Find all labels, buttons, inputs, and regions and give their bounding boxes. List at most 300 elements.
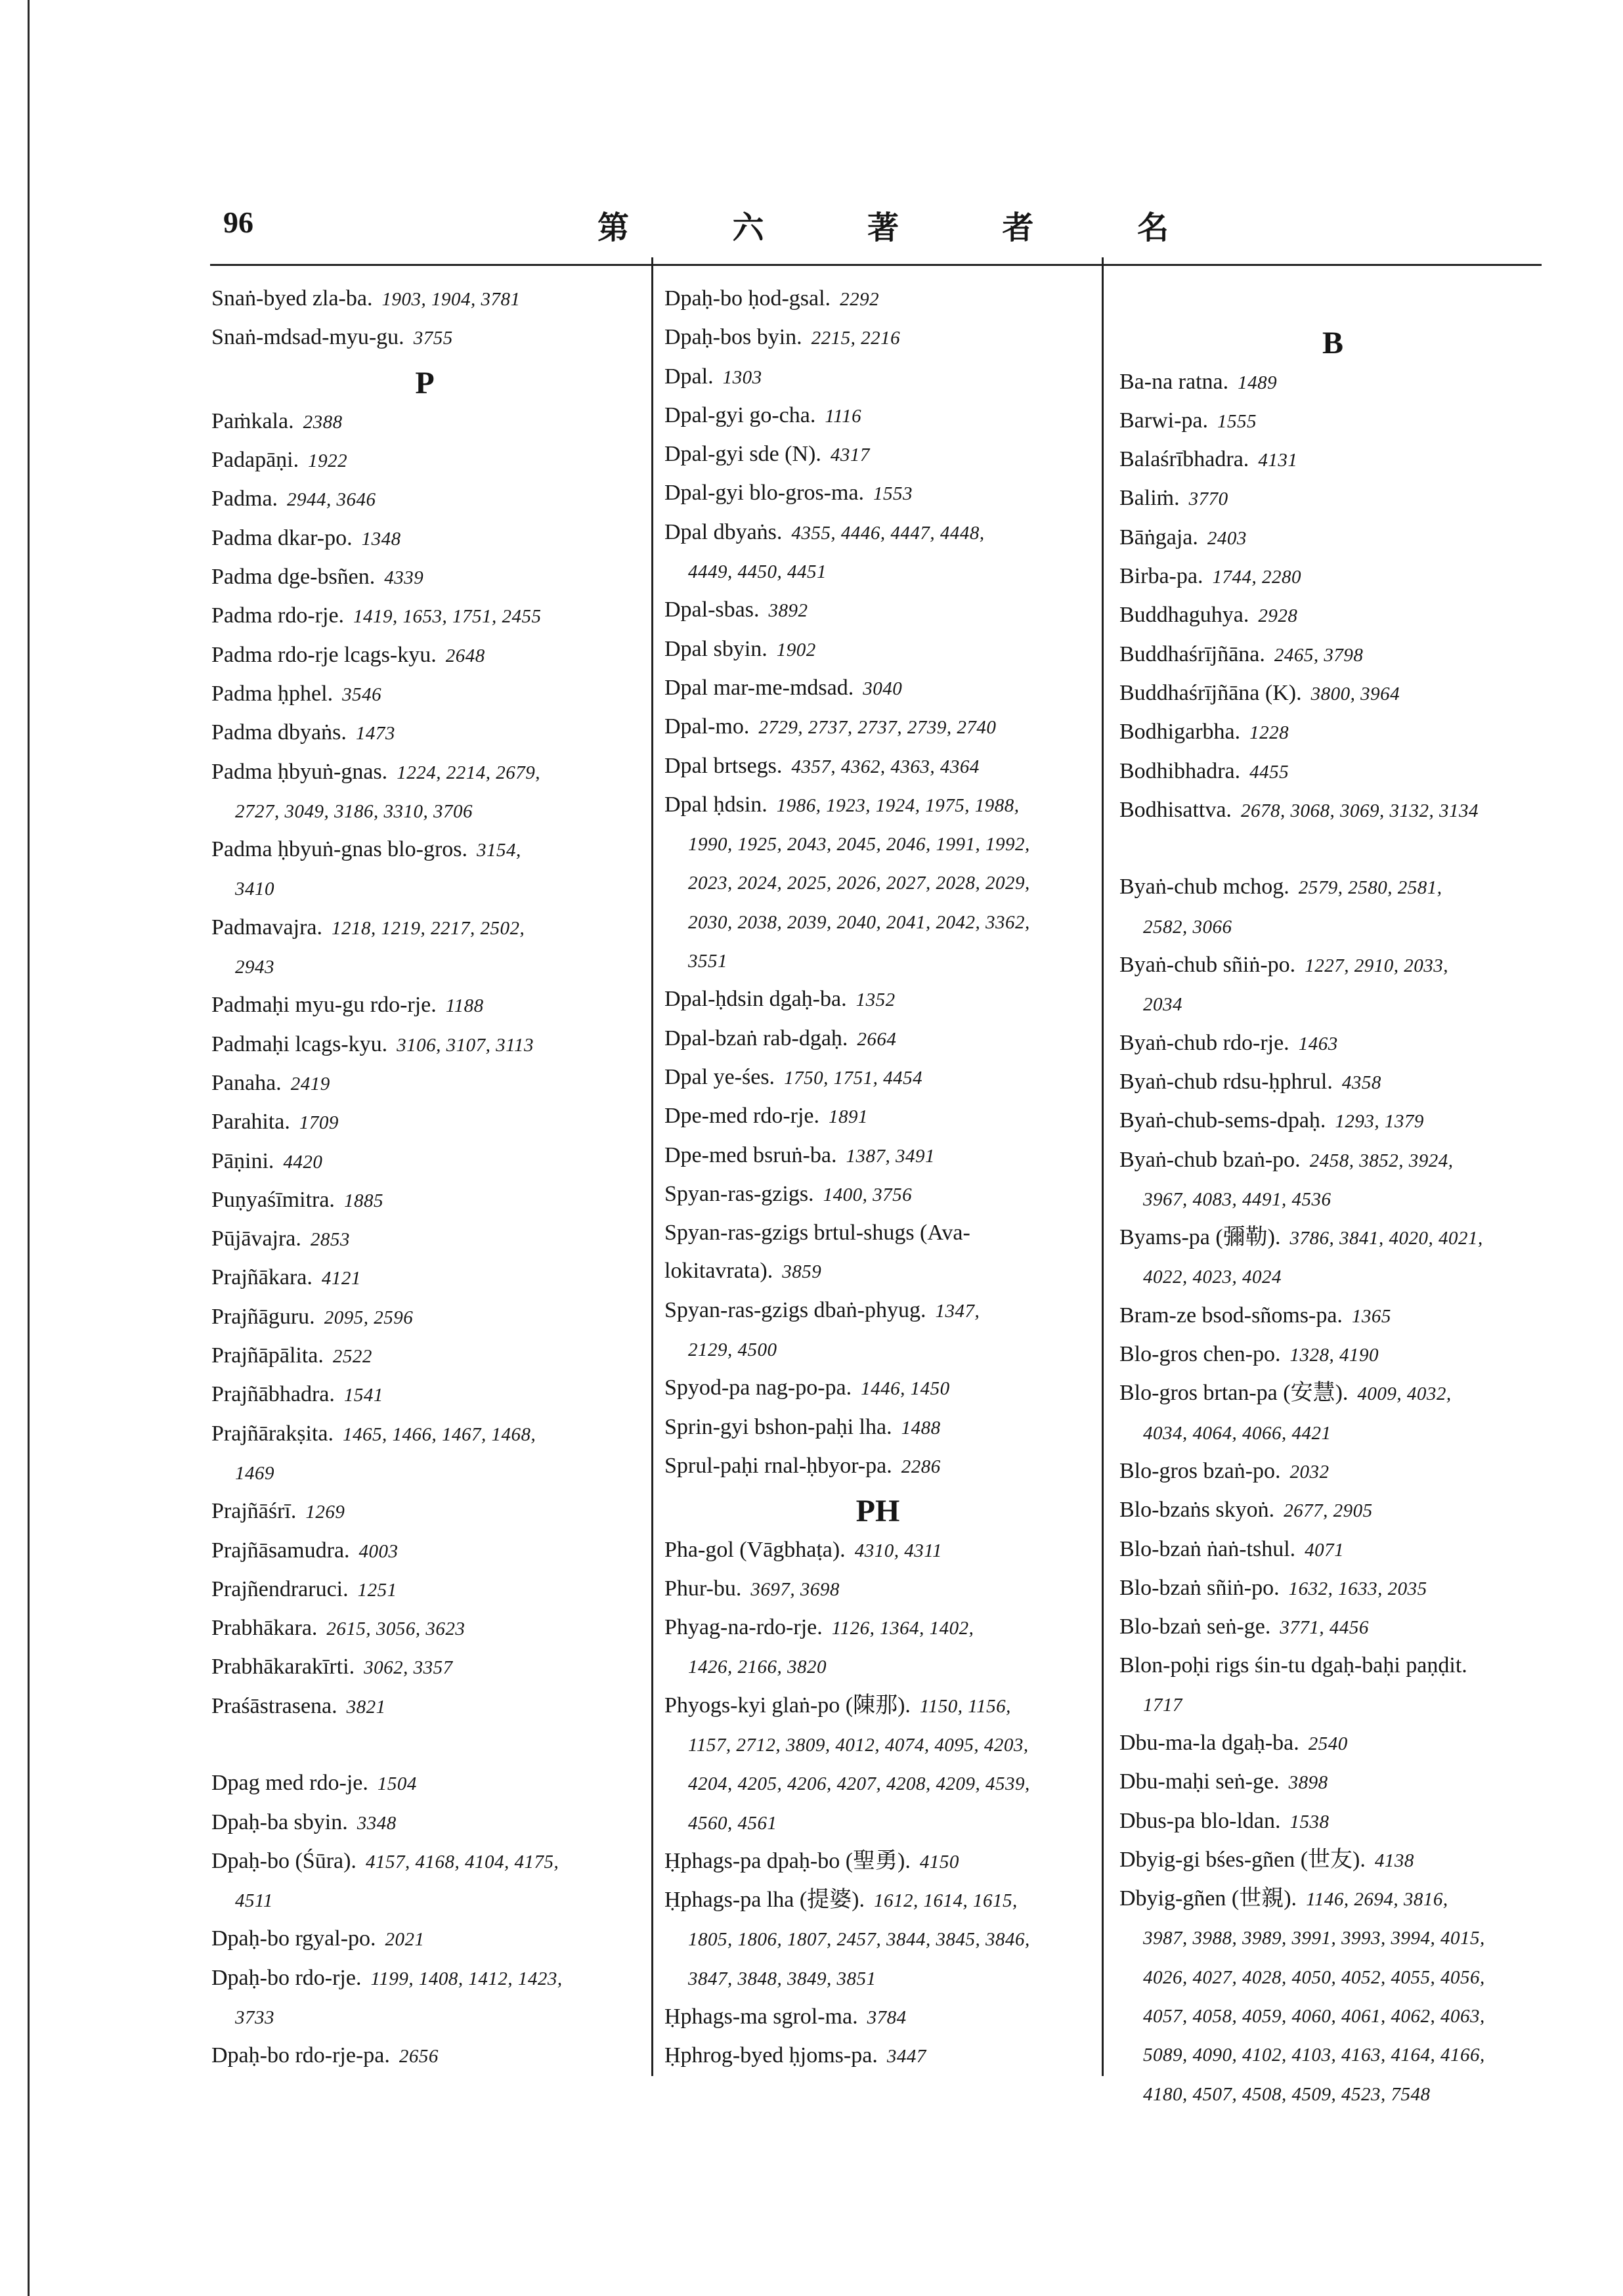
entry-numbers: 4157, 4168, 4104, 4175, (365, 1851, 559, 1873)
index-entry (664, 747, 1091, 786)
page-number: 96 (223, 206, 253, 239)
entry-numbers: 1903, 1904, 3781 (381, 289, 521, 310)
entry-numbers: 4138 (1374, 1850, 1414, 1871)
entry-numbers: 1227, 2910, 2033, (1305, 955, 1448, 977)
index-entry (1119, 1374, 1546, 1413)
entry-name: Dpal dbyaṅs. (664, 519, 783, 544)
index-entry (1119, 636, 1546, 674)
entry-name: Dpal. (664, 364, 714, 389)
entry-name: Byaṅ-chub rdsu-ḥphrul. (1119, 1069, 1333, 1094)
index-entry (211, 402, 638, 441)
entry-numbers: 2388 (303, 411, 343, 433)
entry-numbers: 2664 (857, 1028, 897, 1050)
index-entry (211, 1492, 638, 1531)
entry-numbers: 1538 (1289, 1811, 1330, 1832)
entry-name: Padma dbyaṅs. (211, 720, 347, 745)
entry-continuation (664, 863, 1091, 902)
entry-name: Dbus-pa blo-ldan. (1119, 1808, 1281, 1833)
index-entry (211, 1026, 638, 1064)
entry-name: Bodhisattva. (1119, 797, 1232, 822)
entry-numbers: 1744, 2280 (1212, 567, 1301, 588)
entry-numbers: 3106, 3107, 3113 (397, 1034, 534, 1056)
entry-numbers: 3062, 3357 (364, 1657, 453, 1679)
entry-numbers: 4121 (321, 1268, 361, 1289)
entry-numbers: 2678, 3068, 3069, 3132, 3134 (1240, 800, 1479, 821)
entry-name: Dpaḥ-bo rdo-rje-pa. (211, 2043, 390, 2068)
entry-continuation (211, 1454, 638, 1492)
entry-numbers: 1400, 3756 (823, 1184, 913, 1205)
index-entry (664, 630, 1091, 669)
entry-numbers: 4310, 4311 (854, 1540, 943, 1561)
index-entry (211, 714, 638, 752)
entry-continuation (664, 552, 1091, 591)
entry-name: Blon-poḥi rigs śin-tu dgaḥ-baḥi paṇḍit. (1119, 1653, 1467, 1678)
index-entry (1119, 1569, 1546, 1608)
entry-numbers: 2021 (385, 1929, 425, 1951)
entry-name: Snaṅ-byed zla-ba. (211, 286, 373, 311)
entry-numbers: 2656 (399, 2046, 439, 2068)
entry-name: Parahita. (211, 1110, 290, 1135)
entry-name: Dpaḥ-bo (Śūra). (211, 1848, 357, 1873)
entry-numbers: 3987, 3988, 3989, 3991, 3993, 3994, 4015, (1143, 1928, 1485, 1949)
entry-numbers: 2944, 3646 (287, 489, 376, 511)
index-entry (1119, 1141, 1546, 1180)
entry-name: Dpal sbyin. (664, 636, 768, 661)
entry-continuation (1119, 1180, 1546, 1219)
entry-numbers: 4420 (283, 1151, 323, 1173)
entry-numbers: 1426, 2166, 3820 (688, 1657, 827, 1678)
entry-numbers: 1446, 1450 (861, 1378, 950, 1400)
entry-name: Dpal-gyi blo-gros-ma. (664, 481, 865, 506)
entry-name: Byaṅ-chub-sems-dpaḥ. (1119, 1108, 1326, 1133)
entry-numbers: 1986, 1923, 1924, 1975, 1988, (776, 794, 1020, 816)
entry-numbers: 1922 (308, 450, 348, 472)
entry-numbers: 1218, 1219, 2217, 2502, (332, 917, 525, 939)
entry-numbers: 1146, 2694, 3816, (1306, 1889, 1448, 1911)
entry-name: Byaṅ-chub mchog. (1119, 875, 1289, 899)
entry-numbers: 4339 (384, 567, 424, 589)
entry-name: Byams-pa (彌勒). (1119, 1225, 1281, 1250)
index-entry (211, 636, 638, 675)
entry-numbers: 3800, 3964 (1310, 683, 1400, 704)
entry-numbers: 2403 (1207, 527, 1247, 549)
entry-numbers: 3967, 4083, 4491, 4536 (1143, 1188, 1331, 1210)
entry-name: Byaṅ-chub bzaṅ-po. (1119, 1147, 1301, 1172)
entry-numbers: 2540 (1308, 1733, 1348, 1754)
entry-numbers: 1488 (901, 1417, 941, 1439)
title-char: 者 (1002, 209, 1034, 246)
entry-numbers: 3040 (863, 678, 903, 699)
index-entry (1119, 1335, 1546, 1374)
entry-numbers: 3847, 3848, 3849, 3851 (688, 1968, 876, 1989)
index-entry (664, 318, 1091, 357)
entry-numbers: 4357, 4362, 4363, 4364 (791, 756, 980, 777)
index-entry (211, 1298, 638, 1337)
index-entry (1119, 557, 1546, 596)
entry-numbers: 1717 (1143, 1694, 1182, 1716)
entry-continuation (664, 1804, 1091, 1842)
entry-numbers: 1269 (305, 1502, 345, 1523)
index-entry (664, 708, 1091, 747)
entry-name: Buddhaśrījñāna. (1119, 641, 1265, 666)
index-entry (211, 909, 638, 947)
entry-name: Bram-ze bsod-sñoms-pa. (1119, 1303, 1343, 1328)
entry-name: Prabhākara. (211, 1616, 318, 1641)
entry-name: Sprin-gyi bshon-paḥi lha. (664, 1414, 892, 1439)
entry-numbers: 2677, 2905 (1284, 1500, 1373, 1522)
entry-numbers: 1352 (855, 989, 896, 1011)
index-entry (1119, 479, 1546, 518)
entry-name: Blo-bzaṅ sñiṅ-po. (1119, 1575, 1280, 1600)
index-entry (1119, 1880, 1546, 1918)
entry-name: Byaṅ-chub sñiṅ-po. (1119, 953, 1296, 978)
entry-numbers: 1365 (1351, 1305, 1391, 1327)
entry-name: Padma ḥbyuṅ-gnas. (211, 759, 388, 784)
index-entry (211, 597, 638, 636)
entry-numbers: 1224, 2214, 2679, (397, 762, 540, 783)
entry-name: Dbu-maḥi seṅ-ge. (1119, 1769, 1280, 1794)
entry-numbers: 2853 (310, 1229, 350, 1251)
section-heading: B (1322, 326, 1343, 361)
entry-name: Ba-na ratna. (1119, 369, 1229, 394)
entry-name: Praśāstrasena. (211, 1693, 337, 1718)
entry-continuation (1119, 985, 1546, 1024)
entry-numbers: 4180, 4507, 4508, 4509, 4523, 7548 (1143, 2083, 1431, 2105)
index-entry (1119, 946, 1546, 985)
entry-name: Dpal-sbas. (664, 597, 760, 622)
entry-name: Padma ḥphel. (211, 681, 334, 706)
index-entry (1119, 674, 1546, 713)
entry-name: Blo-gros chen-po. (1119, 1342, 1281, 1367)
entry-name: Dpal-gyi go-cha. (664, 402, 816, 427)
index-entry (1119, 752, 1546, 791)
entry-name: Blo-bzaṅ seṅ-ge. (1119, 1614, 1271, 1639)
index-entry (664, 513, 1091, 552)
entry-continuation (664, 1959, 1091, 1998)
entry-name: Padma dge-bsñen. (211, 565, 376, 590)
index-entry (664, 280, 1091, 318)
entry-numbers: 3770 (1188, 488, 1228, 510)
entry-numbers: 2582, 3066 (1143, 916, 1232, 938)
entry-numbers: 1126, 1364, 1402, (831, 1618, 974, 1639)
entry-name: Dpal ḥdsin. (664, 792, 768, 817)
header-rule (210, 264, 1542, 266)
entry-name: Spyan-ras-gzigs. (664, 1181, 814, 1206)
entry-name: Padma rdo-rje. (211, 603, 345, 628)
entry-name: Dbu-ma-la dgaḥ-ba. (1119, 1730, 1299, 1755)
entry-name: Byaṅ-chub rdo-rje. (1119, 1030, 1289, 1055)
entry-numbers: 2928 (1258, 605, 1298, 627)
entry-numbers: 3892 (768, 600, 808, 622)
index-entry (1119, 1452, 1546, 1491)
entry-name: Padmaḥi lcags-kyu. (211, 1031, 388, 1056)
entry-numbers: 1116 (825, 405, 862, 427)
entry-numbers: 1805, 1806, 1807, 2457, 3844, 3845, 3846, (688, 1929, 1030, 1951)
entry-name: Dpaḥ-ba sbyin. (211, 1809, 348, 1834)
entry-continuation (211, 792, 638, 831)
entry-numbers: 3821 (346, 1696, 386, 1718)
entry-numbers: 2729, 2737, 2737, 2739, 2740 (758, 717, 997, 739)
entry-numbers: 4317 (830, 444, 870, 466)
index-entry (211, 1532, 638, 1570)
entry-continuation (664, 825, 1091, 863)
entry-name: Blo-bzaṅ ṅaṅ-tshul. (1119, 1536, 1296, 1561)
entry-numbers: 1228 (1249, 722, 1289, 744)
entry-numbers: 1489 (1238, 372, 1278, 393)
entry-name: Prajñāsamudra. (211, 1538, 350, 1563)
entry-name: Phur-bu. (664, 1576, 742, 1601)
entry-numbers: 1541 (343, 1385, 383, 1406)
index-entry (664, 1097, 1091, 1136)
index-entry (664, 1175, 1091, 1214)
index-entry (1119, 1647, 1546, 1685)
index-entry (664, 1842, 1091, 1881)
index-entry (664, 1570, 1091, 1609)
entry-name: Pūjāvajra. (211, 1226, 301, 1251)
entry-name: Dpaḥ-bo rdo-rje. (211, 1965, 362, 1990)
entry-numbers: 1303 (722, 366, 762, 388)
index-entry (664, 1214, 1091, 1252)
page-title (597, 202, 1169, 248)
entry-numbers: 1188 (445, 995, 484, 1017)
index-entry (664, 1447, 1091, 1486)
entry-numbers: 2615, 3056, 3623 (326, 1618, 465, 1640)
entry-numbers: 1473 (355, 723, 395, 745)
index-entry (211, 1920, 638, 1959)
entry-name: Dpaḥ-bo ḥod-gsal. (664, 286, 831, 311)
entry-numbers: 1463 (1298, 1033, 1338, 1054)
entry-numbers: 1632, 1633, 2035 (1288, 1578, 1427, 1599)
index-entry (211, 1959, 638, 1998)
entry-numbers: 1553 (873, 483, 913, 505)
entry-numbers: 1387, 3491 (846, 1145, 935, 1167)
entry-name: Barwi-pa. (1119, 408, 1209, 433)
index-column-2 (664, 280, 1091, 2076)
entry-numbers: 2522 (332, 1346, 372, 1368)
entry-continuation (1119, 2035, 1546, 2074)
entry-name: Blo-bzaṅs skyoṅ. (1119, 1498, 1275, 1523)
entry-name: Dpe-med rdo-rje. (664, 1104, 820, 1129)
index-entry (664, 1531, 1091, 1570)
entry-name: Phyag-na-rdo-rje. (664, 1615, 823, 1640)
entry-name: Bodhibhadra. (1119, 758, 1241, 783)
entry-name: lokitavrata). (664, 1259, 773, 1284)
entry-name: Sprul-paḥi rnal-ḥbyor-pa. (664, 1453, 892, 1478)
index-entry (211, 1609, 638, 1648)
entry-name: Bāṅgaja. (1119, 525, 1198, 550)
entry-name: Dpe-med bsruṅ-ba. (664, 1142, 837, 1167)
entry-name: Birba-pa. (1119, 564, 1203, 589)
entry-continuation (1119, 1958, 1546, 1997)
entry-numbers: 4009, 4032, (1357, 1383, 1452, 1405)
index-entry (211, 1259, 638, 1297)
entry-name: Dpal-gyi sde (N). (664, 442, 821, 467)
index-entry (664, 358, 1091, 397)
entry-continuation (1119, 1918, 1546, 1957)
entry-name: Prajñārakṣita. (211, 1421, 334, 1446)
title-char: 第 (597, 209, 630, 246)
entry-numbers: 3447 (886, 2046, 926, 2068)
entry-numbers: 2215, 2216 (811, 328, 901, 349)
index-entry (1119, 1219, 1546, 1257)
entry-numbers: 3697, 3698 (750, 1578, 840, 1600)
entry-numbers: 2129, 4500 (688, 1339, 777, 1361)
entry-numbers: 1902 (776, 639, 816, 661)
entry-numbers: 5089, 4090, 4102, 4103, 4163, 4164, 4166, (1143, 2045, 1485, 2066)
index-entry (211, 1103, 638, 1142)
entry-name: Dpag med rdo-je. (211, 1771, 368, 1796)
entry-name: Ḥphags-pa dpaḥ-bo (聖勇). (664, 1848, 911, 1873)
entry-numbers: 4511 (235, 1890, 273, 1912)
entry-numbers: 1469 (235, 1462, 274, 1484)
index-entry (1119, 1763, 1546, 1802)
entry-numbers: 3546 (342, 683, 382, 705)
index-entry (664, 1881, 1091, 1920)
index-entry (664, 980, 1091, 1019)
index-entry (211, 1804, 638, 1842)
title-char: 六 (732, 209, 764, 246)
entry-numbers: 4455 (1249, 761, 1289, 783)
entry-numbers: 4355, 4446, 4447, 4448, (791, 522, 985, 544)
binding-edge-line (28, 0, 30, 2296)
entry-name: Phyogs-kyi glaṅ-po (陳那). (664, 1693, 911, 1718)
entry-name: Dbyig-gñen (世親). (1119, 1886, 1297, 1911)
entry-name: Bodhigarbha. (1119, 720, 1241, 745)
entry-numbers: 1891 (829, 1106, 869, 1128)
entry-continuation (1119, 1997, 1546, 2035)
entry-name: Prajñāguru. (211, 1304, 315, 1329)
title-char: 著 (867, 209, 899, 246)
entry-name: Buddhaguhya. (1119, 603, 1249, 628)
index-entry (664, 397, 1091, 435)
index-entry (664, 1609, 1091, 1647)
entry-numbers: 1157, 2712, 3809, 4012, 4074, 4095, 4203, (688, 1734, 1029, 1756)
index-entry (211, 1570, 638, 1609)
entry-name: Dpal-bzaṅ rab-dgaḥ. (664, 1026, 848, 1051)
index-entry (664, 1291, 1091, 1330)
index-entry (211, 1415, 638, 1454)
entry-name: Padma ḥbyuṅ-gnas blo-gros. (211, 837, 468, 862)
entry-numbers: 2579, 2580, 2581, (1298, 877, 1442, 899)
index-entry (211, 2037, 638, 2075)
entry-name: Pha-gol (Vāgbhaṭa). (664, 1537, 846, 1562)
index-entry (211, 1337, 638, 1375)
entry-continuation (1119, 907, 1546, 946)
entry-numbers: 3898 (1288, 1772, 1328, 1794)
entry-name: Dpal-ḥdsin dgaḥ-ba. (664, 987, 847, 1012)
entry-numbers: 2034 (1143, 994, 1182, 1016)
index-entry (1119, 791, 1546, 830)
entry-continuation (211, 869, 638, 908)
entry-numbers: 1251 (357, 1579, 397, 1601)
index-entry (1119, 1530, 1546, 1569)
entry-name: Padma dkar-po. (211, 525, 353, 550)
index-column-1 (211, 280, 638, 2076)
entry-numbers: 2419 (290, 1073, 330, 1094)
entry-name: Spyan-ras-gzigs dbaṅ-phyug. (664, 1297, 926, 1322)
entry-name: Dpaḥ-bo rgyal-po. (211, 1926, 376, 1951)
entry-name: Dpal-mo. (664, 714, 750, 739)
entry-numbers: 2943 (235, 957, 274, 978)
index-entry (211, 1764, 638, 1803)
entry-numbers: 1199, 1408, 1412, 1423, (370, 1968, 563, 1989)
entry-numbers: 4204, 4205, 4206, 4207, 4208, 4209, 4539, (688, 1773, 1030, 1795)
entry-numbers: 4358 (1341, 1072, 1381, 1093)
entry-continuation (664, 1764, 1091, 1803)
index-entry (1119, 596, 1546, 635)
entry-numbers: 1504 (377, 1773, 417, 1795)
title-char: 名 (1136, 209, 1169, 246)
entry-name: Padmaḥi myu-gu rdo-rje. (211, 993, 437, 1018)
entry-numbers: 2292 (840, 289, 880, 310)
entry-continuation (211, 1998, 638, 2037)
column-divider (1102, 257, 1104, 2076)
entry-continuation (1119, 2075, 1546, 2113)
index-entry (664, 1252, 1091, 1291)
index-entry (211, 753, 638, 792)
entry-numbers: 1612, 1614, 1615, (873, 1890, 1018, 1912)
entry-name: Prajñāpālita. (211, 1343, 324, 1368)
entry-name: Blo-gros brtan-pa (安慧). (1119, 1381, 1349, 1406)
entry-name: Prajñāśrī. (211, 1499, 297, 1524)
entry-name: Prajñābhadra. (211, 1382, 335, 1407)
entry-numbers: 4071 (1305, 1539, 1345, 1561)
entry-name: Pāṇini. (211, 1148, 274, 1173)
entry-name: Dpal ye-śes. (664, 1064, 775, 1089)
index-entry (211, 318, 638, 357)
entry-name: Ḥphrog-byed ḥjoms-pa. (664, 2043, 878, 2068)
entry-numbers: 4057, 4058, 4059, 4060, 4061, 4062, 4063, (1143, 2006, 1485, 2027)
entry-numbers: 2458, 3852, 3924, (1309, 1150, 1454, 1171)
entry-numbers: 2286 (901, 1456, 941, 1477)
entry-numbers: 1990, 1925, 2043, 2045, 2046, 1991, 1992, (688, 834, 1030, 856)
entry-continuation (211, 1881, 638, 1920)
index-entry (211, 558, 638, 597)
entry-numbers: 3154, (477, 840, 521, 861)
index-entry (1119, 1063, 1546, 1102)
index-entry (664, 669, 1091, 708)
entry-numbers: 1328, 4190 (1289, 1345, 1379, 1366)
entry-numbers: 3348 (357, 1812, 397, 1834)
entry-numbers: 3784 (867, 2007, 907, 2029)
entry-continuation (664, 903, 1091, 942)
entry-numbers: 3771, 4456 (1280, 1617, 1369, 1639)
entry-name: Prajñākara. (211, 1265, 313, 1290)
entry-name: Balaśrībhadra. (1119, 447, 1249, 472)
entry-numbers: 1347, (935, 1300, 980, 1322)
index-entry (664, 1408, 1091, 1447)
entry-numbers: 1348 (361, 528, 401, 550)
entry-numbers: 4026, 4027, 4028, 4050, 4052, 4055, 4056, (1143, 1966, 1485, 1988)
entry-name: Dpal brtsegs. (664, 753, 783, 778)
index-entry (1119, 363, 1546, 402)
index-entry (1119, 1024, 1546, 1063)
entry-name: Dbyig-gi bśes-gñen (世友). (1119, 1847, 1366, 1872)
entry-numbers: 4003 (358, 1540, 399, 1562)
entry-numbers: 4022, 4023, 4024 (1143, 1267, 1282, 1288)
entry-numbers: 3551 (688, 951, 727, 972)
entry-name: Dpal mar-me-mdsad. (664, 675, 854, 700)
index-entry (1119, 1608, 1546, 1647)
entry-name: Baliṁ. (1119, 486, 1180, 511)
entry-numbers: 3786, 3841, 4020, 4021, (1289, 1228, 1483, 1249)
entry-numbers: 4150 (919, 1851, 959, 1873)
index-entry (664, 1020, 1091, 1058)
index-entry (211, 831, 638, 869)
entry-numbers: 4560, 4561 (688, 1812, 777, 1834)
entry-name: Dpaḥ-bos byin. (664, 325, 802, 350)
index-entry (664, 1998, 1091, 2037)
